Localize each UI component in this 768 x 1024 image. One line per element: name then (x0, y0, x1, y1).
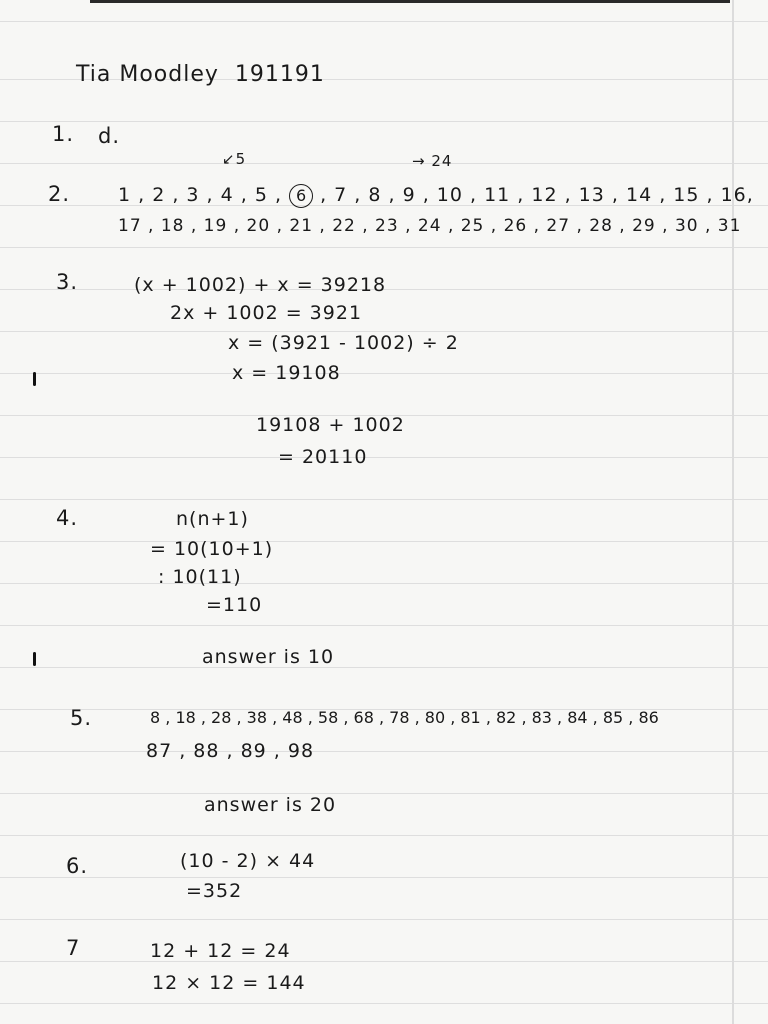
question-4-number: 4. (56, 506, 79, 530)
q5-line-1: 8 , 18 , 28 , 38 , 48 , 58 , 68 , 78 , 80 , 81 , 82 , 83 , 84 , 85 , 86 (150, 708, 659, 727)
q3-line-1: (x + 1002) + x = 39218 (134, 274, 387, 296)
student-header (76, 62, 325, 87)
arrow-note-left: ↙5 (222, 150, 247, 168)
student-name: Tia Moodley (76, 62, 219, 87)
question-1-answer: d. (98, 124, 121, 148)
question-6-number: 6. (66, 854, 89, 878)
q4-answer: answer is 10 (202, 646, 335, 668)
q3-line-3: x = (3921 - 1002) ÷ 2 (228, 332, 459, 354)
q5-answer: answer is 20 (204, 794, 337, 816)
binder-hole-mark (33, 652, 36, 666)
q6-line-2: =352 (186, 880, 243, 902)
question-2-line-1 (118, 184, 754, 208)
question-2-line-2: 17 , 18 , 19 , 20 , 21 , 22 , 23 , 24 , 25 , 26 , 27 , 28 , 29 , 30 , 31 (118, 216, 742, 236)
sequence-part-b: , 7 , 8 , 9 , 10 , 11 , 12 , 13 , 14 , 15 , 16, (320, 184, 754, 206)
binder-hole-mark (33, 372, 36, 386)
note-left-value: 5 (235, 150, 247, 168)
circled-number: 6 (289, 184, 313, 208)
q7-line-2: 12 × 12 = 144 (152, 972, 306, 994)
q4-line-3: : 10(11) (158, 566, 242, 588)
arrow-note-right: → 24 (412, 152, 453, 170)
question-3-number: 3. (56, 270, 79, 294)
question-1-number: 1. (52, 122, 75, 146)
q4-line-2: = 10(10+1) (150, 538, 274, 560)
sequence-part-a: 1 , 2 , 3 , 4 , 5 , (118, 184, 282, 206)
page-right-edge (732, 0, 734, 1024)
q4-line-1: n(n+1) (176, 508, 249, 530)
q4-line-4: =110 (206, 594, 263, 616)
student-id: 191191 (234, 62, 325, 87)
q3-line-6: = 20110 (278, 446, 368, 468)
question-2-number: 2. (48, 182, 71, 206)
q7-line-1: 12 + 12 = 24 (150, 940, 291, 962)
q5-line-2: 87 , 88 , 89 , 98 (146, 740, 315, 762)
question-7-number: 7 (66, 936, 81, 960)
q6-line-1: (10 - 2) × 44 (180, 850, 316, 872)
question-5-number: 5. (70, 706, 93, 730)
q3-line-2: 2x + 1002 = 3921 (170, 302, 363, 324)
page-top-border (90, 0, 730, 3)
q3-line-5: 19108 + 1002 (256, 414, 405, 436)
q3-line-4: x = 19108 (232, 362, 341, 384)
